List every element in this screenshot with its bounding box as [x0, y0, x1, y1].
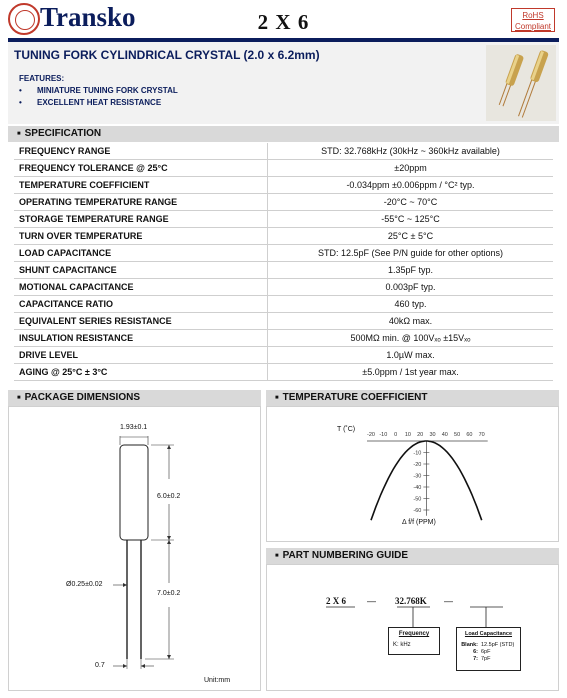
load-option — [460, 649, 520, 656]
bullet-icon: • — [19, 86, 22, 95]
spec-row — [14, 296, 553, 313]
spec-param: TURN OVER TEMPERATURE — [14, 228, 268, 245]
rohs-compliant-label: Compliant — [514, 22, 551, 31]
spec-row — [14, 228, 553, 245]
spec-row — [14, 245, 553, 262]
spec-value: STD: 32.768kHz (30kHz ~ 360kHz available) — [268, 143, 554, 160]
load-option — [460, 656, 520, 663]
feature-item: • MINIATURE TUNING FORK CRYSTAL — [19, 86, 178, 95]
x-axis-label: T (˚C) — [337, 426, 356, 433]
spec-value: STD: 12.5pF (See P/N guide for other options) — [268, 245, 554, 262]
spec-param: SHUNT CAPACITANCE — [14, 262, 268, 279]
x-tick-label: 20 — [417, 432, 424, 438]
specification-heading: ■ SPECIFICATION — [8, 126, 559, 142]
spec-param: TEMPERATURE COEFFICIENT — [14, 177, 268, 194]
rohs-badge — [511, 8, 555, 32]
frequency-box-line: K: kHz — [393, 642, 411, 648]
y-tick-label: -40 — [413, 485, 422, 491]
x-tick-label: 30 — [429, 432, 436, 438]
load-option-value: 12.5pF (STD) — [481, 642, 515, 648]
feature-item: • EXCELLENT HEAT RESISTANCE — [19, 98, 162, 107]
spec-row — [14, 262, 553, 279]
features-label: FEATURES: — [19, 74, 65, 83]
load-option-code: 7: — [473, 656, 478, 662]
spec-value: -20°C ~ 70°C — [268, 194, 554, 211]
load-option-value: 7pF — [481, 656, 491, 662]
spec-value: 0.003pF typ. — [268, 279, 554, 296]
body-length-label: 6.0±0.2 — [157, 493, 181, 500]
spec-param: AGING @ 25°C ± 3°C — [14, 364, 268, 381]
load-option-value: 6pF — [481, 649, 491, 655]
load-option-code: 6: — [473, 649, 478, 655]
spec-param: LOAD CAPACITANCE — [14, 245, 268, 262]
y-tick-label: -60 — [413, 508, 422, 514]
frequency-box — [388, 627, 440, 655]
load-box-title: Load Capacitance — [464, 631, 513, 637]
spec-param: OPERATING TEMPERATURE RANGE — [14, 194, 268, 211]
spec-param: FREQUENCY TOLERANCE @ 25°C — [14, 160, 268, 177]
part-separator: — — [444, 596, 453, 606]
spec-row — [14, 313, 553, 330]
load-option-code: Blank: — [461, 642, 478, 648]
part-frequency-code: 32.768K — [395, 596, 427, 606]
part-model-code: 2 X 6 — [326, 596, 346, 606]
model-title: 2 X 6 — [257, 10, 310, 34]
spec-param: EQUIVALENT SERIES RESISTANCE — [14, 313, 268, 330]
x-tick-label: 70 — [478, 432, 485, 438]
spec-row — [14, 143, 553, 160]
product-photo — [486, 45, 556, 121]
x-tick-label: 40 — [441, 432, 448, 438]
unit-label: Unit:mm — [204, 677, 231, 684]
spec-value: ±20ppm — [268, 160, 554, 177]
spec-value: 1.0µW max. — [268, 347, 554, 364]
package-dimensions-panel — [8, 406, 261, 691]
spec-param: CAPACITANCE RATIO — [14, 296, 268, 313]
lead-diameter-label: Ø0.25±0.02 — [66, 581, 103, 588]
spec-param: INSULATION RESISTANCE — [14, 330, 268, 347]
lead-length-label: 7.0±0.2 — [157, 590, 181, 597]
load-option — [460, 642, 520, 649]
spec-value: 25°C ± 5°C — [268, 228, 554, 245]
y-tick-label: -20 — [413, 462, 422, 468]
brand-logo-text: Transko — [40, 2, 136, 32]
spec-param: MOTIONAL CAPACITANCE — [14, 279, 268, 296]
spec-value: 460 typ. — [268, 296, 554, 313]
package-drawing — [9, 407, 262, 692]
specification-table — [14, 143, 553, 381]
part-numbering-panel — [266, 564, 559, 691]
page-header — [0, 0, 567, 40]
pitch-label: 0.7 — [95, 662, 105, 669]
package-dimensions-heading: ■ PACKAGE DIMENSIONS — [8, 390, 261, 406]
spec-value: 500MΩ min. @ 100Vₓₒ ±15Vₓₒ — [268, 330, 554, 347]
spec-param: DRIVE LEVEL — [14, 347, 268, 364]
x-tick-label: -20 — [367, 432, 375, 438]
x-tick-label: 0 — [394, 432, 398, 438]
x-tick-label: 60 — [466, 432, 473, 438]
part-separator: — — [367, 596, 376, 606]
y-tick-label: -30 — [413, 473, 422, 480]
spec-value: -55°C ~ 125°C — [268, 211, 554, 228]
y-tick-label: -10 — [413, 450, 422, 457]
width-dimension-label: 1.93±0.1 — [120, 424, 148, 431]
spec-param: FREQUENCY RANGE — [14, 143, 268, 160]
temperature-coefficient-panel — [266, 406, 559, 542]
product-title: TUNING FORK CYLINDRICAL CRYSTAL (2.0 x 6.2mm) — [14, 48, 320, 62]
x-tick-label: -10 — [379, 432, 388, 438]
load-capacitance-box — [456, 627, 521, 671]
spec-row — [14, 160, 553, 177]
spec-value: ±5.0ppm / 1st year max. — [268, 364, 554, 381]
spec-row — [14, 194, 553, 211]
rohs-label: RoHS — [522, 11, 544, 20]
spec-value: 1.35pF typ. — [268, 262, 554, 279]
spec-value: 40kΩ max. — [268, 313, 554, 330]
spec-row — [14, 330, 553, 347]
part-numbering-heading: ■ PART NUMBERING GUIDE — [266, 548, 559, 564]
y-axis-label: Δ f/f (PPM) — [402, 519, 436, 526]
x-tick-label: 50 — [454, 432, 461, 438]
spec-row — [14, 279, 553, 296]
spec-row — [14, 211, 553, 228]
spec-row — [14, 347, 553, 364]
x-tick-label: 10 — [404, 432, 411, 438]
spec-row — [14, 177, 553, 194]
bullet-icon: • — [19, 98, 22, 107]
temperature-coefficient-heading: ■ TEMPERATURE COEFFICIENT — [266, 390, 559, 406]
spec-value: -0.034ppm ±0.006ppm / °C² typ. — [268, 177, 554, 194]
spec-param: STORAGE TEMPERATURE RANGE — [14, 211, 268, 228]
y-tick-label: -50 — [413, 496, 422, 503]
frequency-box-title: Frequency — [398, 631, 430, 637]
spec-row — [14, 364, 553, 381]
